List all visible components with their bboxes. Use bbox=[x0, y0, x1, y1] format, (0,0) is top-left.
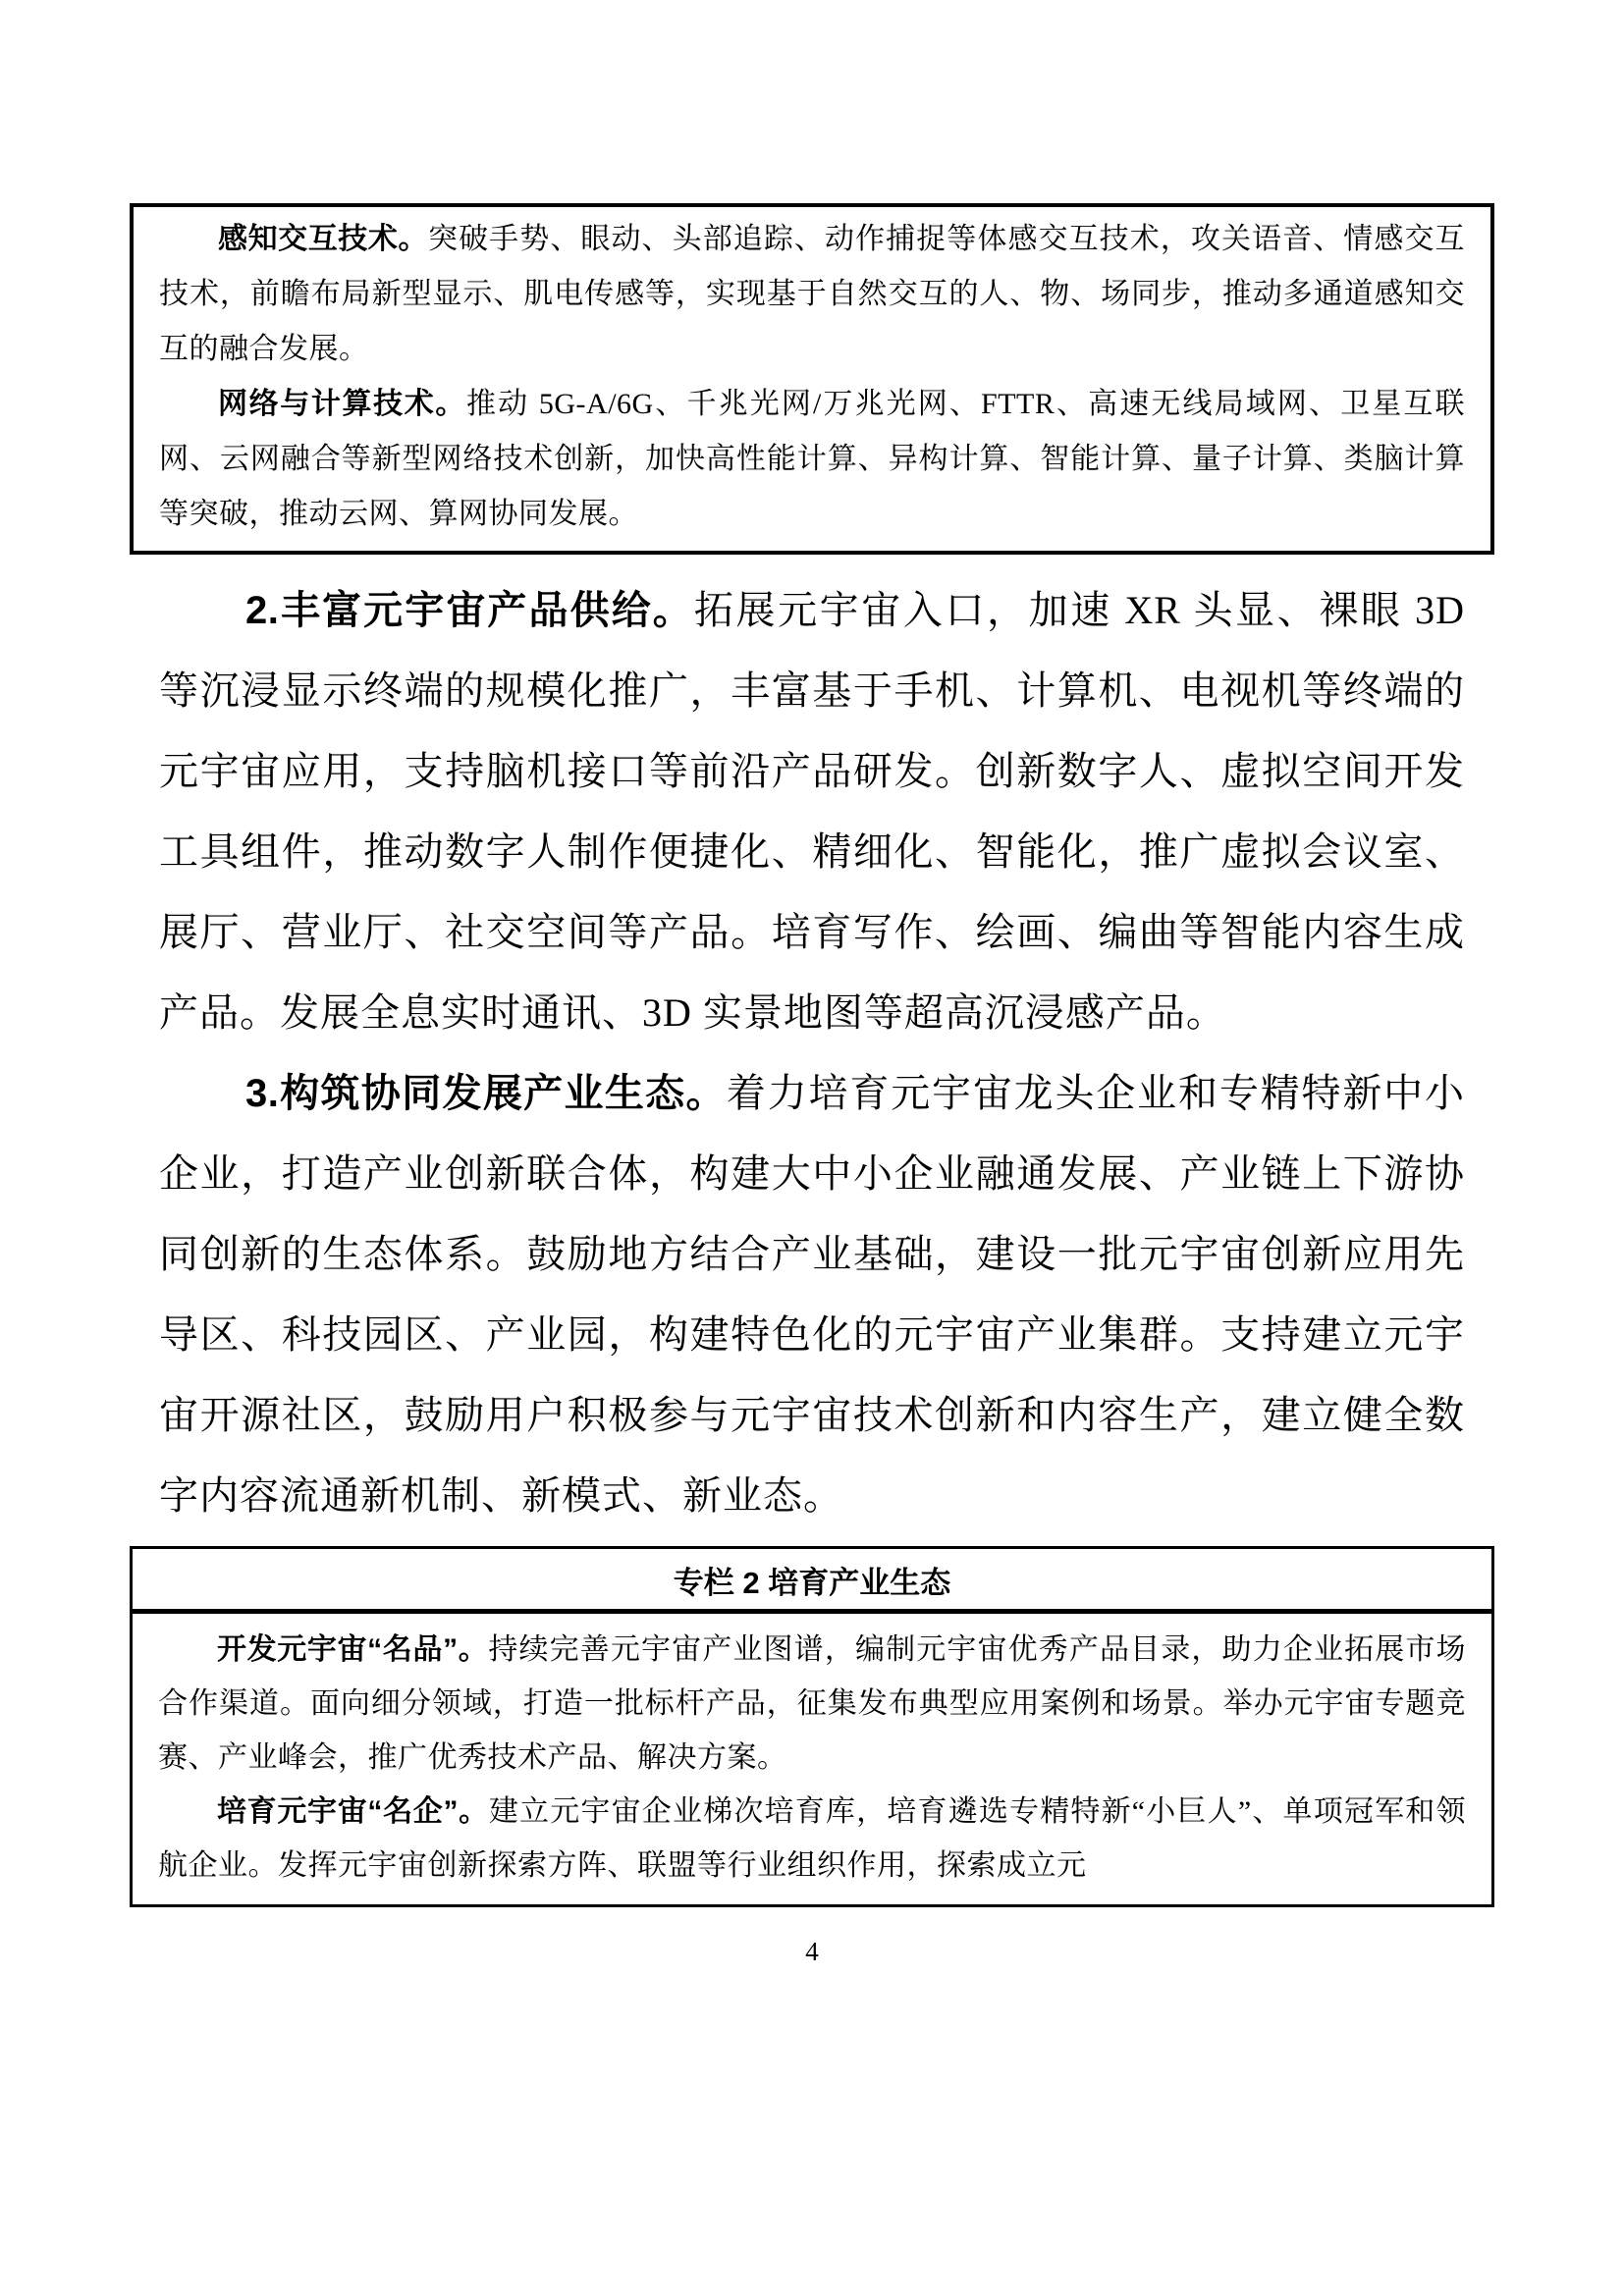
paragraph-text: 推动 5G-A/6G、千兆光网/万兆光网、FTTR、高速无线局域网、卫星互联网、云网融合等新型网络技术创新，加快高性能计算、异构计算、智能计算、量子计算、类脑计算等突破，推动云网、算网协同发展。 bbox=[159, 388, 1465, 530]
paragraph-lead: 3.构筑协同发展产业生态。 bbox=[245, 1072, 727, 1115]
paragraph-text: 拓展元宇宙入口，加速 XR 头显、裸眼 3D 等沉浸显示终端的规模化推广，丰富基于手机、计算机、电视机等终端的元宇宙应用，支持脑机接口等前沿产品研发。创新数字人、虚拟空间开发工具组件，推动数字人制作便捷化、精细化、智能化，推广虚拟会议室、展厅、营业厅、社交空间等产品。培育写作、绘画、编曲等智能内容生成产品。发展全息实时通讯、3D 实景地图等超高沉浸感产品。 bbox=[159, 588, 1466, 1035]
tech-box-paragraph bbox=[159, 377, 1465, 542]
column-box-paragraph bbox=[158, 1623, 1466, 1785]
main-body bbox=[159, 570, 1465, 1536]
paragraph-text: 突破手势、眼动、头部追踪、动作捕捉等体感交互技术，攻关语音、情感交互技术，前瞻布局新型显示、肌电传感等，实现基于自然交互的人、物、场同步，推动多通道感知交互的融合发展。 bbox=[159, 223, 1466, 365]
body-paragraph bbox=[159, 570, 1465, 1053]
column-box bbox=[130, 1546, 1494, 1907]
paragraph-lead: 网络与计算技术。 bbox=[218, 388, 466, 420]
page-number: 4 bbox=[805, 1937, 819, 1966]
paragraph-lead: 开发元宇宙“名品”。 bbox=[217, 1633, 489, 1666]
column-box-body bbox=[133, 1614, 1491, 1904]
column-box-title: 专栏 2 培育产业生态 bbox=[133, 1549, 1491, 1614]
tech-box-paragraph bbox=[159, 212, 1465, 377]
paragraph-text: 着力培育元宇宙龙头企业和专精特新中小企业，打造产业创新联合体，构建大中小企业融通发展、产业链上下游协同创新的生态体系。鼓励地方结合产业基础，建设一批元宇宙创新应用先导区、科技园区、产业园，构建特色化的元宇宙产业集群。支持建立元宇宙开源社区，鼓励用户积极参与元宇宙技术创新和内容生产，建立健全数字内容流通新机制、新模式、新业态。 bbox=[159, 1071, 1466, 1518]
paragraph-lead: 2.丰富元宇宙产品供给。 bbox=[245, 589, 694, 632]
paragraph-lead: 培育元宇宙“名企”。 bbox=[217, 1795, 489, 1828]
paragraph-text: 持续完善元宇宙产业图谱，编制元宇宙优秀产品目录，助力企业拓展市场合作渠道。面向细分领域，打造一批标杆产品，征集发布典型应用案例和场景。举办元宇宙专题竞赛、产业峰会，推广优秀技术产品、解决方案。 bbox=[158, 1633, 1467, 1774]
column-box-paragraph bbox=[158, 1785, 1466, 1893]
body-paragraph bbox=[159, 1053, 1465, 1536]
paragraph-text: 建立元宇宙企业梯次培育库，培育遴选专精特新“小巨人”、单项冠军和领航企业。发挥元宇宙创新探索方阵、联盟等行业组织作用，探索成立元 bbox=[158, 1795, 1466, 1882]
technology-box bbox=[130, 203, 1494, 555]
paragraph-lead: 感知交互技术。 bbox=[218, 223, 429, 255]
